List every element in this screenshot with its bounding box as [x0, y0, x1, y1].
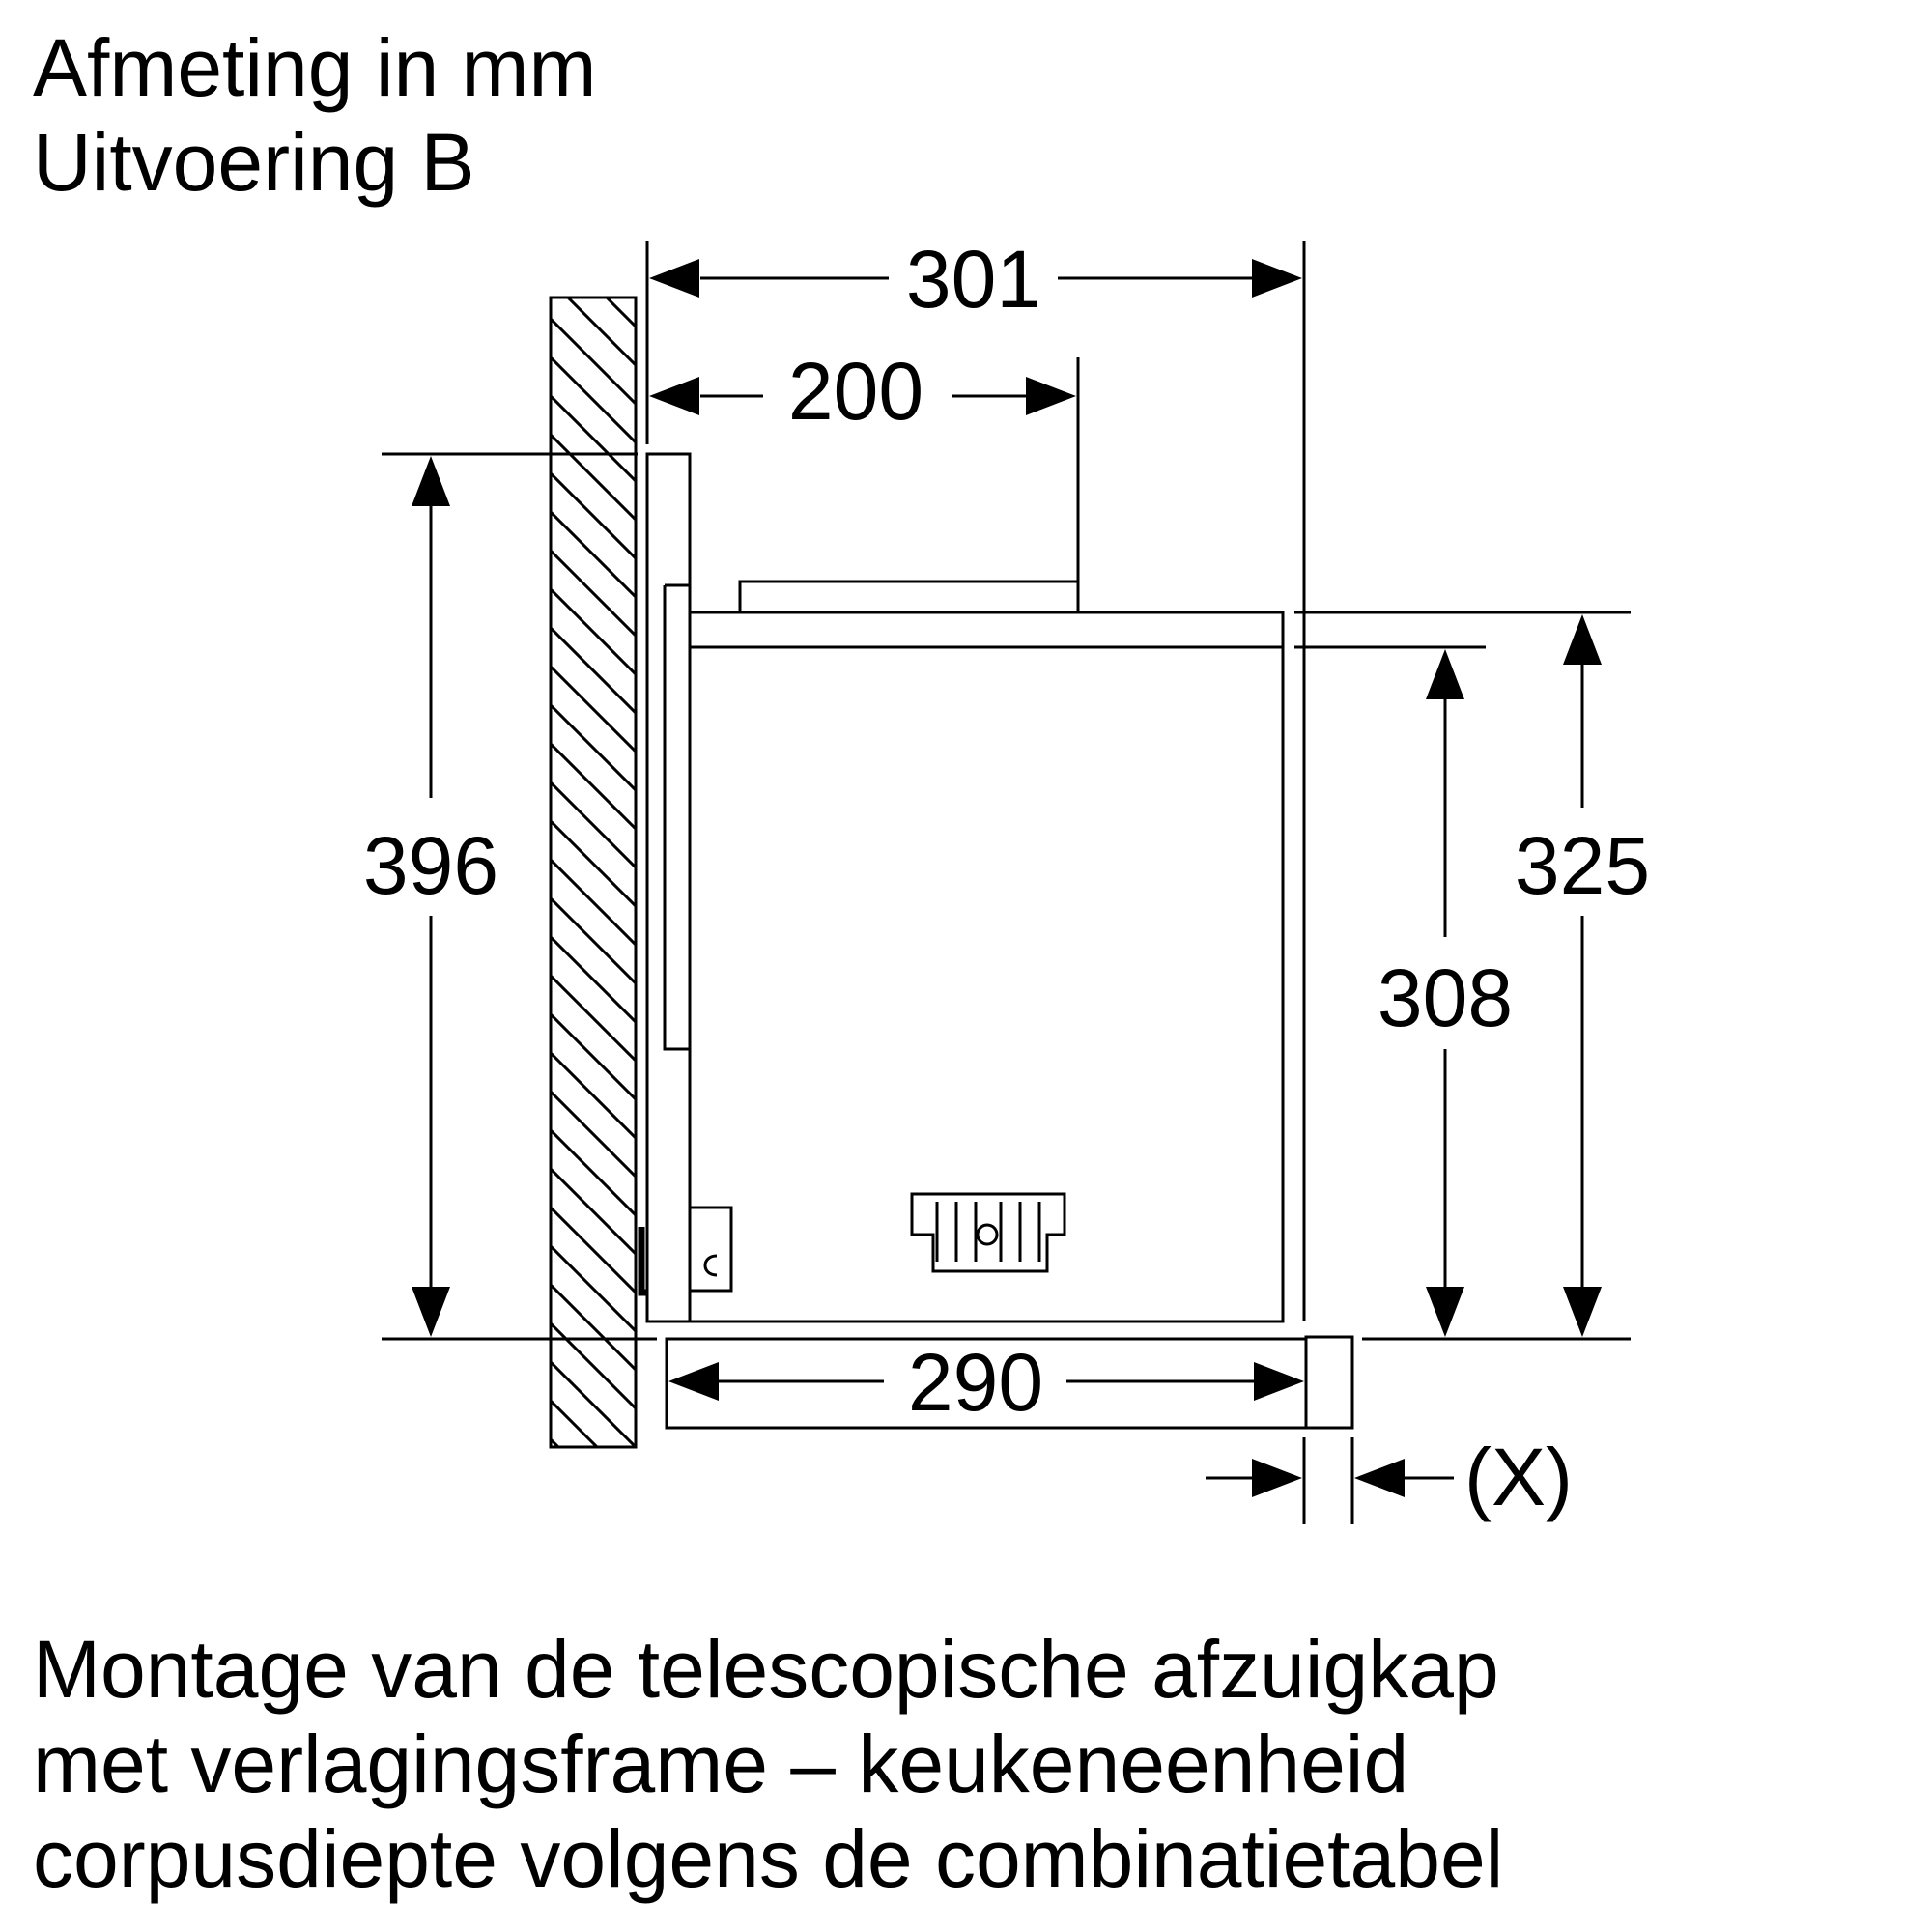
bracket-foot: [690, 1208, 731, 1291]
arrow-301-right: [1252, 259, 1302, 298]
title-line-2: Uitvoering B: [33, 117, 475, 208]
dimension-label-396: 396: [362, 820, 499, 911]
dimension-label-308: 308: [1377, 952, 1514, 1043]
mounting-bracket: [665, 585, 690, 1049]
duct-connector: [740, 582, 1078, 612]
caption-line-1: Montage van de telescopische afzuigkap: [33, 1624, 1499, 1715]
arrow-290-left: [668, 1362, 719, 1401]
arrow-325-bottom: [1563, 1287, 1602, 1337]
hood-top-plate: [690, 612, 1283, 647]
arrow-200-right: [1026, 377, 1076, 415]
wall-section: [551, 298, 636, 1447]
caption-line-3: corpusdiepte volgens de combinatietabel: [33, 1813, 1504, 1904]
dimension-label-325: 325: [1514, 820, 1651, 911]
arrow-308-top: [1426, 649, 1464, 699]
arrow-308-bottom: [1426, 1287, 1464, 1337]
arrow-396-bottom: [412, 1287, 450, 1337]
bracket-hook: [705, 1256, 717, 1275]
arrow-200-left: [649, 377, 699, 415]
arrow-290-right: [1254, 1362, 1304, 1401]
arrow-x-right: [1354, 1459, 1405, 1497]
arrow-x-left: [1252, 1459, 1302, 1497]
dimension-label-290: 290: [907, 1337, 1044, 1428]
caption-line-2: met verlagingsframe – keukeneenheid: [33, 1719, 1409, 1809]
arrow-301-left: [649, 259, 699, 298]
arrow-396-top: [412, 456, 450, 506]
arrow-325-top: [1563, 614, 1602, 665]
filter-symbol: [912, 1194, 1065, 1271]
tray-front-panel: [1306, 1337, 1352, 1428]
hood-body: [690, 647, 1283, 1321]
filter-knob: [978, 1225, 997, 1244]
dimension-label-301: 301: [905, 234, 1042, 325]
dimension-label-x: (X): [1464, 1432, 1573, 1522]
title-line-1: Afmeting in mm: [33, 22, 597, 113]
dimension-label-200: 200: [787, 346, 924, 437]
